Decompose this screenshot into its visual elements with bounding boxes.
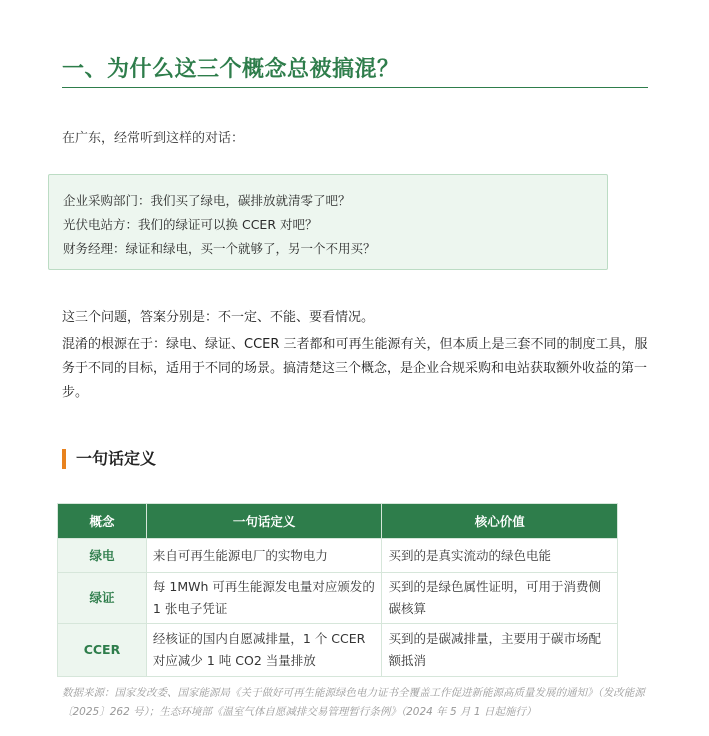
concept-cell: CCER xyxy=(58,624,147,677)
definition-cell: 经核证的国内自愿减排量，1 个 CCER 对应减少 1 吨 CO2 当量排放 xyxy=(146,624,382,677)
value-cell: 买到的是绿色属性证明，可用于消费侧碳核算 xyxy=(382,573,618,624)
answer-paragraph: 这三个问题，答案分别是：不一定、不能、要看情况。 xyxy=(62,310,375,325)
source-note: 数据来源：国家发改委、国家能源局《关于做好可再生能源绿色电力证书全覆盖工作促进新能源高质量发展的通知》（发改能源〔2025〕262 号）；生态环境部《温室气体自愿减排交易管理暂行条例》（2024 年 5 月 1 日起施行） xyxy=(62,687,645,718)
table-header: 概念 xyxy=(58,504,147,539)
value-cell: 买到的是真实流动的绿色电能 xyxy=(382,539,618,573)
definition-cell: 来自可再生能源电厂的实物电力 xyxy=(146,539,382,573)
definition-table xyxy=(57,503,618,677)
table-header: 核心价值 xyxy=(382,504,618,539)
table-header: 一句话定义 xyxy=(146,504,382,539)
concept-cell: 绿电 xyxy=(58,539,147,573)
intro-text: 在广东，经常听到这样的对话： xyxy=(62,131,245,146)
subheading: 一句话定义 xyxy=(62,449,156,469)
dialogue-box xyxy=(48,174,608,270)
table-row xyxy=(58,573,618,624)
value-cell: 买到的是碳减排量，主要用于碳市场配额抵消 xyxy=(382,624,618,677)
table-row xyxy=(58,539,618,573)
explanation-paragraph: 混淆的根源在于：绿电、绿证、CCER 三者都和可再生能源有关，但本质上是三套不同的制度工具，服务于不同的目标，适用于不同的场景。搞清楚这三个概念，是企业合规采购和电站获取额外收益的第一步。 xyxy=(62,337,648,400)
dialogue-line: 财务经理：绿证和绿电，买一个就够了，另一个不用买？ xyxy=(63,241,376,256)
table-header-row xyxy=(58,504,618,539)
concept-cell: 绿证 xyxy=(58,573,147,624)
section-heading: 一、为什么这三个概念总被搞混？ xyxy=(62,57,400,82)
dialogue-line: 光伏电站方：我们的绿证可以换 CCER 对吧？ xyxy=(63,217,318,232)
table-row xyxy=(58,624,618,677)
heading-divider xyxy=(62,87,648,88)
definition-cell: 每 1MWh 可再生能源发电量对应颁发的 1 张电子凭证 xyxy=(146,573,382,624)
dialogue-line: 企业采购部门：我们买了绿电，碳排放就清零了吧？ xyxy=(63,193,351,208)
